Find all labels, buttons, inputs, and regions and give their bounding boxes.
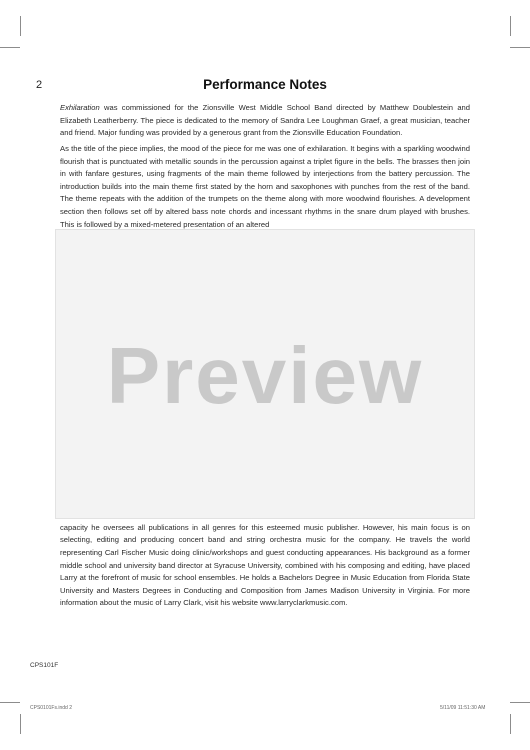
piece-title-italic: Exhilaration	[60, 103, 100, 112]
page-number: 2	[36, 79, 43, 91]
intro-paragraph	[60, 102, 470, 142]
catalog-code: CPS101F	[30, 662, 59, 669]
crop-mark-top-right-h	[510, 47, 530, 48]
print-slug-date: 5/11/09 11:51:30 AM	[440, 705, 486, 711]
bio-paragraph-clip	[60, 518, 470, 610]
crop-mark-bottom-left-h	[0, 702, 20, 703]
page-title: Performance Notes	[203, 77, 327, 92]
crop-mark-bottom-left-v	[20, 714, 21, 734]
description-paragraph: As the title of the piece implies, the mood of the piece for me was one of exhilaration. It begins with a sparkling woodwind flourish that is punctuated with metallic sounds in the percussion against a triplet figure in the bells. The brasses then join in with fanfare gestures, using fragments of the main theme followed by interjections from the battery percussion. The introduction builds into the main theme first stated by the horn and saxophones with punches from the rest of the band. The theme repeats with the addition of the trumpets on the theme along with more woodwind flourishes. A development section then follows set off by altered bass note chords and incessant rhythms in the snare drum played with brushes. This is followed by a mixed-metered presentation of an altered	[60, 144, 470, 229]
crop-mark-top-left-h	[0, 47, 20, 48]
intro-paragraph-text: was commissioned for the Zionsville West Middle School Band directed by Matthew Doublestein and Elizabeth Leatherberry. The piece is dedicated to the memory of Sandra Lee Loughman Graef, a great musician, teacher and friend. Major funding was provided by a generous grant from the Zionsville Education Foundation.	[60, 103, 470, 138]
crop-mark-bottom-right-v	[510, 714, 511, 734]
preview-overlay	[55, 229, 475, 519]
print-slug-file: CPS0101Fs.indd 2	[30, 705, 72, 711]
preview-watermark: Preview	[106, 331, 424, 420]
description-paragraph-clip	[60, 143, 470, 229]
crop-mark-top-right-v	[510, 16, 511, 36]
crop-mark-bottom-right-h	[510, 702, 530, 703]
crop-mark-top-left-v	[20, 16, 21, 36]
bio-paragraph: capacity he oversees all publications in all genres for this esteemed music publisher. However, his main focus is on selecting, editing and producing concert band and string orchestra music for the company. He travels the world representing Carl Fischer Music doing clinic/workshops and guest conducting appearances. His background as a former middle school and university band director at Syracuse University, combined with his composing and editing, have placed Larry at the forefront of music for school ensembles. He holds a Bachelors Degree in Music Education from Florida State University and Masters Degrees in Conducting and Composition from James Madison University in Virginia. For more information about the music of Larry Clark, visit his website www.larryclarkmusic.com.	[60, 522, 470, 608]
